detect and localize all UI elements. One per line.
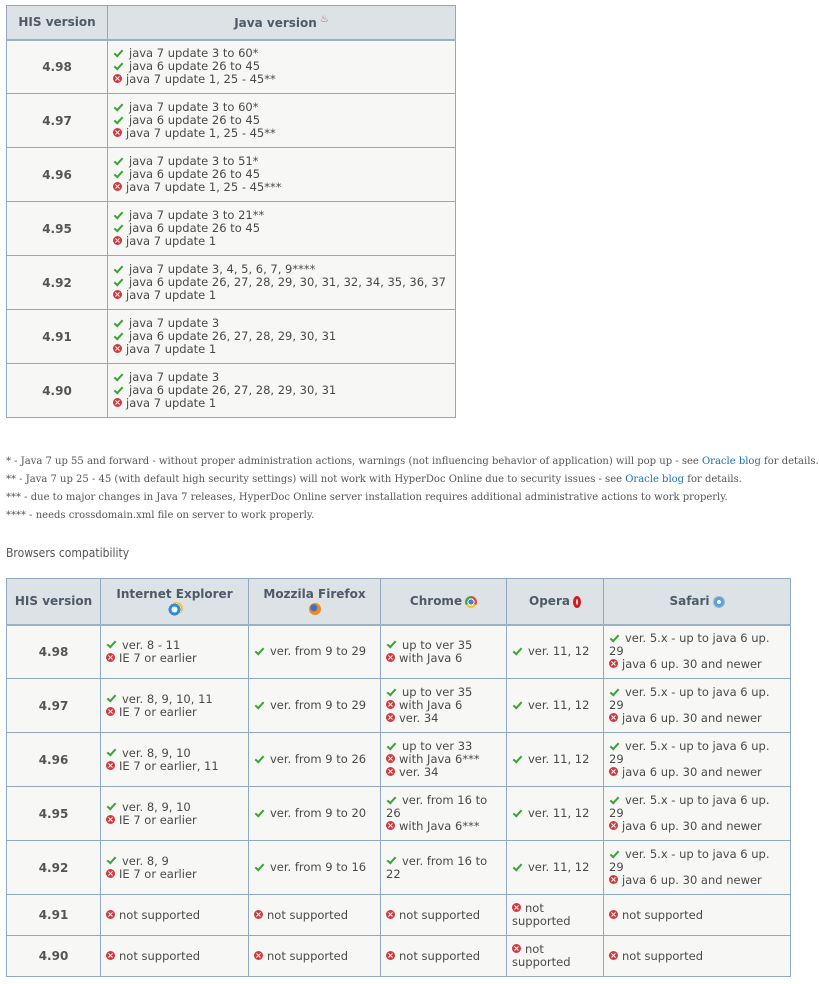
table-row — [7, 310, 456, 364]
opera-cell — [507, 625, 604, 679]
footnote-text: * - Java 7 up 55 and forward - without proper administration actions, warnings (not influencing behavior of application) will pop up - see — [6, 456, 702, 467]
safari-header: Safari — [604, 579, 791, 625]
status-line — [609, 658, 786, 671]
chrome-header: Chrome — [381, 579, 507, 625]
cross-icon: × — [610, 713, 617, 722]
firefox-cell — [249, 787, 381, 841]
java-version-cell — [108, 148, 456, 202]
check-icon — [114, 101, 124, 111]
status-line — [113, 235, 451, 248]
status-text: java 6 up. 30 and newer — [622, 765, 762, 779]
status-line — [106, 868, 244, 881]
status-text: up to ver 35 — [402, 685, 473, 699]
java-compat-table — [6, 5, 456, 418]
table-row — [7, 625, 791, 679]
oracle-blog-link[interactable]: Oracle blog — [625, 474, 685, 485]
status-line — [609, 950, 786, 963]
cross-icon: × — [255, 950, 262, 960]
status-text: java 7 update 1, 25 - 45** — [126, 126, 276, 140]
check-icon — [114, 114, 124, 124]
status-line — [512, 753, 599, 766]
status-text: up to ver 35 — [402, 637, 473, 652]
status-text: java 7 update 3 to 51* — [129, 154, 259, 168]
status-text: ver. from 16 to 22 — [386, 853, 488, 881]
check-icon — [610, 848, 620, 858]
status-text: java 6 update 26 to 45 — [129, 221, 261, 235]
check-icon — [255, 699, 265, 709]
chrome-cell — [381, 679, 507, 733]
firefox-cell — [249, 733, 381, 787]
status-line — [254, 645, 376, 658]
cross-icon: × — [513, 903, 520, 912]
cross-icon: × — [114, 128, 121, 137]
status-line — [512, 861, 599, 874]
status-text: not supported — [267, 907, 349, 922]
status-line — [609, 874, 786, 887]
his-version-cell: 4.91 — [7, 310, 108, 364]
firefox-cell — [249, 679, 381, 733]
cross-icon: × — [114, 290, 121, 299]
table-row — [7, 40, 456, 94]
status-text: ver. 11, 12 — [528, 806, 590, 820]
his-version-cell: 4.96 — [7, 148, 108, 202]
status-text: java 6 update 26 to 45 — [129, 59, 261, 74]
check-icon — [387, 854, 397, 864]
his-version-cell: 4.92 — [7, 256, 108, 310]
status-text: IE 7 or earlier — [119, 866, 197, 881]
ie-cell — [101, 625, 249, 679]
cross-icon: × — [114, 344, 121, 353]
status-line — [609, 632, 786, 658]
status-text: ver. 11, 12 — [528, 698, 590, 712]
footnote — [6, 489, 791, 507]
check-icon — [114, 60, 124, 70]
status-text: java 7 update 3 to 21** — [129, 208, 265, 222]
ie-icon — [168, 603, 181, 616]
chrome-cell — [381, 625, 507, 679]
status-line — [609, 712, 786, 725]
java-version-cell — [108, 364, 456, 418]
status-line — [113, 127, 451, 140]
status-text: ver. 11, 12 — [528, 752, 590, 766]
status-line — [386, 766, 502, 779]
opera-cell — [507, 733, 604, 787]
status-text: with Java 6 — [399, 698, 463, 712]
his-version-header: HIS version — [7, 6, 108, 40]
status-text: ver. 5.x - up to java 6 up. 29 — [609, 847, 770, 874]
check-icon — [114, 222, 124, 232]
cross-icon: × — [610, 950, 617, 960]
footnote-text: *** - due to major changes in Java 7 releases, HyperDoc Online server installation requires additional administrative actions to work properly. — [6, 492, 728, 503]
check-icon — [114, 317, 124, 327]
footnote-text: ** - Java 7 up 25 - 45 (with default high security settings) will not work with HyperDoc Online due to security issues - see — [6, 474, 626, 485]
java-version-cell — [108, 94, 456, 148]
cross-icon: × — [610, 659, 617, 669]
firefox-cell — [249, 625, 381, 679]
his-version-cell: 4.98 — [7, 625, 101, 679]
his-version-cell: 4.95 — [7, 787, 101, 841]
his-version-cell: 4.97 — [7, 94, 108, 148]
status-text: java 7 update 3 to 60* — [129, 100, 259, 114]
status-line — [113, 289, 451, 302]
status-text: java 6 update 26, 27, 28, 29, 30, 31 — [129, 383, 337, 397]
check-icon — [513, 699, 523, 709]
ie-cell — [101, 936, 249, 977]
status-text: ver. 5.x - up to java 6 up. 29 — [609, 739, 770, 766]
status-line — [254, 807, 376, 820]
footnote-text: for details. — [684, 474, 742, 485]
cross-icon: × — [114, 398, 121, 407]
his-version-header: HIS version — [7, 579, 101, 625]
table-row — [7, 94, 456, 148]
safari-cell — [604, 787, 791, 841]
status-text: ver. 11, 12 — [528, 644, 590, 659]
opera-icon — [573, 596, 581, 608]
safari-cell — [604, 625, 791, 679]
status-text: java 6 up. 30 and newer — [622, 819, 762, 833]
footnote — [6, 471, 791, 489]
his-version-cell: 4.97 — [7, 679, 101, 733]
opera-header: Opera — [507, 579, 604, 625]
status-text: not supported — [622, 948, 704, 963]
java-version-header: Java version ♨ — [108, 6, 456, 40]
check-icon — [255, 807, 265, 817]
java-version-cell — [108, 202, 456, 256]
ie-cell — [101, 787, 249, 841]
status-text: ver. 34 — [399, 711, 439, 725]
check-icon — [114, 371, 124, 381]
safari-icon — [713, 596, 725, 608]
cross-icon: × — [387, 652, 394, 662]
firefox-cell — [249, 895, 381, 936]
table-row — [7, 787, 791, 841]
his-version-cell: 4.91 — [7, 895, 101, 936]
firefox-icon — [309, 603, 321, 615]
status-text: not supported — [119, 907, 201, 922]
status-text: java 6 update 26 to 45 — [129, 167, 261, 181]
status-line — [254, 950, 376, 963]
status-text: java 7 update 3, 4, 5, 6, 7, 9**** — [129, 262, 316, 276]
status-text: java 7 update 1 — [126, 288, 217, 302]
status-line — [512, 645, 599, 658]
status-line — [512, 902, 599, 928]
check-icon — [610, 632, 620, 642]
opera-cell — [507, 679, 604, 733]
cross-icon: × — [107, 706, 114, 716]
table-row — [7, 256, 456, 310]
check-icon — [114, 209, 124, 219]
status-text: ver. 5.x - up to java 6 up. 29 — [609, 793, 770, 820]
status-line — [113, 181, 451, 194]
cross-icon: × — [114, 74, 121, 84]
footnote-text: **** - needs crossdomain.xml file on server to work properly. — [6, 510, 315, 521]
table-row — [7, 895, 791, 936]
check-icon — [107, 639, 117, 649]
status-text: ver. from 9 to 29 — [270, 644, 367, 659]
check-icon — [387, 794, 397, 804]
check-icon — [107, 692, 117, 702]
status-text: not supported — [119, 948, 201, 963]
table-row — [7, 841, 791, 895]
status-line — [106, 814, 244, 827]
safari-cell — [604, 733, 791, 787]
java-version-cell — [108, 256, 456, 310]
status-text: java 6 up. 30 and newer — [622, 657, 762, 672]
status-text: IE 7 or earlier — [119, 650, 197, 665]
cross-icon: × — [387, 700, 394, 709]
status-text: ver. from 9 to 26 — [270, 752, 367, 766]
his-version-cell: 4.98 — [7, 40, 108, 94]
check-icon — [255, 861, 265, 871]
safari-cell — [604, 679, 791, 733]
cross-icon: × — [107, 909, 114, 919]
check-icon — [513, 753, 523, 763]
status-text: IE 7 or earlier, 11 — [119, 758, 219, 773]
footnotes — [6, 453, 819, 525]
chrome-cell — [381, 895, 507, 936]
status-line — [113, 397, 451, 410]
status-line — [609, 740, 786, 766]
cross-icon: × — [107, 760, 114, 770]
status-line — [512, 807, 599, 820]
oracle-blog-link[interactable]: Oracle blog — [701, 456, 761, 467]
status-text: java 7 update 1 — [126, 342, 217, 356]
status-text: java 7 update 1 — [126, 234, 217, 248]
status-text: ver. 8 - 11 — [122, 637, 181, 652]
check-icon — [107, 800, 117, 810]
status-line — [386, 820, 502, 833]
status-line — [512, 699, 599, 712]
status-line — [254, 753, 376, 766]
status-text: not supported — [399, 948, 481, 963]
check-icon — [107, 746, 117, 756]
cross-icon: × — [610, 909, 617, 919]
status-line — [609, 909, 786, 922]
check-icon — [114, 47, 124, 57]
cross-icon: × — [610, 821, 617, 830]
status-line — [609, 794, 786, 820]
cross-icon: × — [387, 754, 394, 763]
cross-icon: × — [107, 950, 114, 960]
browsers-heading: Browsers compatibility — [6, 546, 130, 560]
status-text: not supported — [399, 907, 481, 922]
check-icon — [513, 645, 523, 655]
status-text: IE 7 or earlier — [119, 704, 197, 719]
safari-cell — [604, 895, 791, 936]
check-icon — [513, 807, 523, 817]
table-row — [7, 202, 456, 256]
check-icon — [114, 155, 124, 165]
status-text: java 7 update 1, 25 - 45*** — [126, 180, 282, 194]
status-text: java 7 update 1 — [126, 396, 217, 410]
table-row — [7, 679, 791, 733]
status-text: java 6 update 26, 27, 28, 29, 30, 31 — [129, 329, 337, 343]
status-line — [106, 652, 244, 665]
status-text: java 6 up. 30 and newer — [622, 873, 762, 887]
status-text: with Java 6*** — [399, 819, 480, 833]
chrome-icon — [465, 596, 477, 608]
check-icon — [387, 740, 397, 750]
status-line — [106, 950, 244, 963]
check-icon — [255, 645, 265, 655]
opera-cell — [507, 787, 604, 841]
java-icon: ♨ — [319, 14, 329, 26]
status-text: not supported — [267, 948, 349, 963]
check-icon — [114, 263, 124, 273]
ie-cell — [101, 841, 249, 895]
status-text: java 7 update 3 — [129, 370, 220, 384]
cross-icon: × — [114, 182, 121, 191]
status-line — [106, 706, 244, 719]
status-text: with Java 6 — [399, 650, 463, 665]
status-line — [106, 909, 244, 922]
cross-icon: × — [107, 868, 114, 878]
his-version-cell: 4.92 — [7, 841, 101, 895]
cross-icon: × — [387, 713, 394, 722]
cross-icon: × — [114, 236, 121, 245]
cross-icon: × — [387, 767, 394, 776]
status-text: ver. from 9 to 20 — [270, 806, 367, 820]
status-text: java 7 update 3 — [129, 316, 220, 330]
status-text: with Java 6*** — [399, 752, 480, 766]
firefox-cell — [249, 936, 381, 977]
cross-icon: × — [387, 821, 394, 830]
status-text: ver. 34 — [399, 765, 439, 779]
status-text: ver. 11, 12 — [528, 860, 590, 874]
his-version-cell: 4.90 — [7, 936, 101, 977]
status-text: ver. 8, 9, 10, 11 — [122, 691, 213, 706]
his-version-cell: 4.90 — [7, 364, 108, 418]
status-line — [512, 943, 599, 969]
check-icon — [610, 740, 620, 750]
status-text: not supported — [512, 942, 571, 969]
footnote-text: for details. — [760, 456, 819, 467]
check-icon — [610, 794, 620, 804]
status-line — [254, 699, 376, 712]
check-icon — [610, 686, 620, 696]
check-icon — [114, 330, 124, 340]
check-icon — [255, 753, 265, 763]
cross-icon: × — [513, 944, 520, 953]
status-line — [106, 760, 244, 773]
java-version-cell — [108, 310, 456, 364]
opera-cell — [507, 936, 604, 977]
chrome-cell — [381, 787, 507, 841]
browser-compat-table — [6, 578, 791, 977]
status-text: up to ver 33 — [402, 739, 473, 753]
opera-cell — [507, 841, 604, 895]
status-text: ver. 8, 9 — [122, 853, 169, 868]
status-line — [386, 652, 502, 665]
table-row — [7, 148, 456, 202]
status-text: java 6 update 26 to 45 — [129, 113, 261, 127]
ie-header: Internet Explorer — [101, 579, 249, 625]
status-text: ver. from 9 to 16 — [270, 860, 367, 874]
status-line — [609, 686, 786, 712]
ie-cell — [101, 733, 249, 787]
his-version-cell: 4.95 — [7, 202, 108, 256]
chrome-cell — [381, 936, 507, 977]
status-line — [113, 73, 451, 86]
check-icon — [107, 854, 117, 864]
status-line — [386, 794, 502, 820]
ie-cell — [101, 679, 249, 733]
opera-cell — [507, 895, 604, 936]
status-text: ver. 5.x - up to java 6 up. 29 — [609, 685, 770, 712]
footnote — [6, 453, 819, 471]
check-icon — [114, 384, 124, 394]
status-line — [254, 909, 376, 922]
table-row — [7, 364, 456, 418]
cross-icon: × — [610, 767, 617, 776]
footnote — [6, 507, 791, 525]
status-text: java 7 update 1, 25 - 45** — [126, 72, 276, 87]
cross-icon: × — [107, 652, 114, 662]
table-row — [7, 936, 791, 977]
status-text: ver. from 16 to 26 — [386, 793, 488, 820]
status-text: ver. 8, 9, 10 — [122, 799, 191, 814]
status-line — [113, 343, 451, 356]
check-icon — [114, 276, 124, 286]
status-text: IE 7 or earlier — [119, 812, 197, 827]
cross-icon: × — [610, 875, 617, 884]
status-text: java 7 update 3 to 60* — [129, 46, 259, 61]
status-line — [386, 950, 502, 963]
status-text: not supported — [512, 901, 571, 928]
chrome-cell — [381, 733, 507, 787]
firefox-header: Mozzila Firefox — [249, 579, 381, 625]
check-icon — [387, 686, 397, 696]
ie-cell — [101, 895, 249, 936]
status-line — [254, 861, 376, 874]
status-line — [609, 766, 786, 779]
status-text: java 6 up. 30 and newer — [622, 711, 762, 725]
java-version-cell — [108, 40, 456, 94]
cross-icon: × — [107, 814, 114, 824]
firefox-cell — [249, 841, 381, 895]
status-line — [609, 848, 786, 874]
status-line — [386, 712, 502, 725]
table-row — [7, 733, 791, 787]
check-icon — [513, 861, 523, 871]
safari-cell — [604, 841, 791, 895]
chrome-cell — [381, 841, 507, 895]
status-text: ver. 8, 9, 10 — [122, 745, 191, 760]
status-line — [386, 855, 502, 881]
check-icon — [114, 168, 124, 178]
status-line — [386, 909, 502, 922]
cross-icon: × — [255, 909, 262, 919]
his-version-cell: 4.96 — [7, 733, 101, 787]
status-text: ver. 5.x - up to java 6 up. 29 — [609, 631, 770, 659]
status-text: not supported — [622, 907, 704, 922]
status-text: ver. from 9 to 29 — [270, 698, 367, 712]
cross-icon: × — [387, 950, 394, 960]
safari-cell — [604, 936, 791, 977]
status-line — [609, 820, 786, 833]
cross-icon: × — [387, 909, 394, 919]
check-icon — [387, 639, 397, 649]
status-text: java 6 update 26, 27, 28, 29, 30, 31, 32, 34, 35, 36, 37 — [129, 275, 446, 289]
